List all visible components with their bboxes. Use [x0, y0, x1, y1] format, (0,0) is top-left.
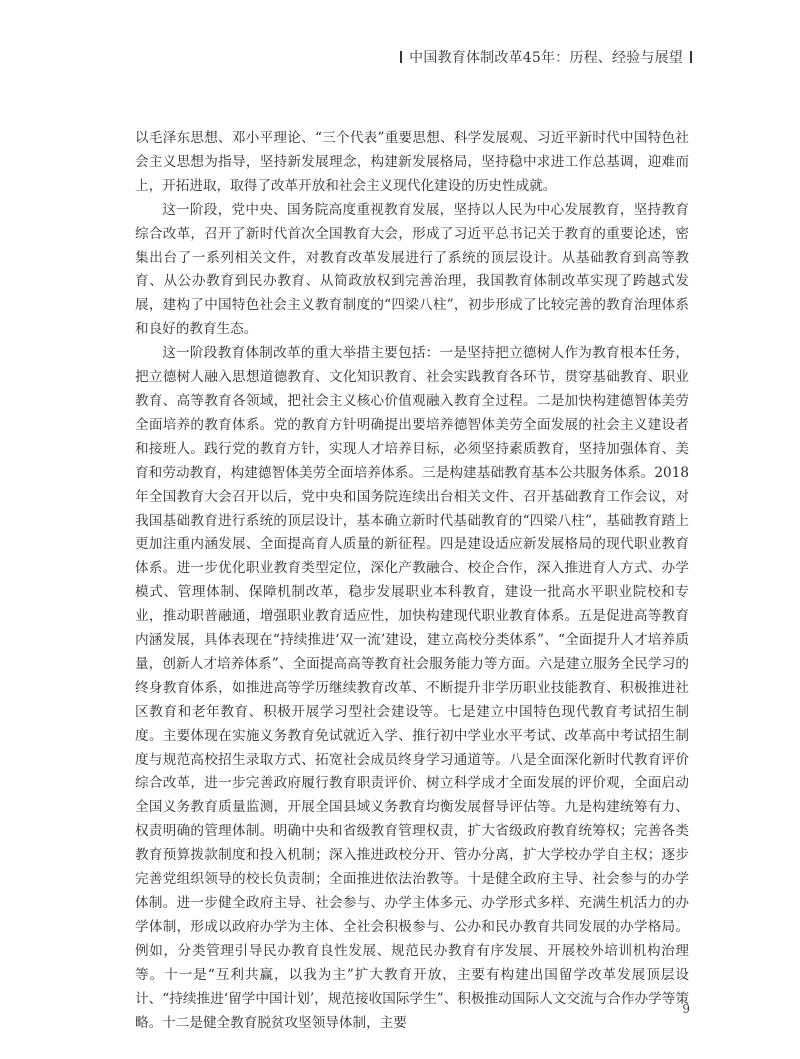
header-left-bar [400, 51, 402, 63]
page-number: 9 [682, 1002, 690, 1016]
paragraph: 这一阶段教育体制改革的重大举措主要包括：一是坚持把立德树人作为教育根本任务，把立德树人融入思想道德教育、文化知识教育、社会实践教育各环节，贯穿基础教育、职业教育、高等教育各领域，把社会主义核心价值观融入教育全过程。二是加快构建德智体美劳全面培养的教育体系。党的教育方针明确提出要培养德智体美劳全面发展的社会主义建设者和接班人。践行党的教育方针，实现人才培养目标，必须坚持素质教育，坚持加强体育、美育和劳动教育，构建德智体美劳全面培养体系。三是构建基础教育基本公共服务体系。2018年全国教育大会召开以后，党中央和国务院连续出台相关文件、召开基础教育工作会议，对我国基础教育进行系统的顶层设计，基本确立新时代基础教育的“四梁八柱”，基础教育踏上更加注重内涵发展、全面提高育人质量的新征程。四是建设适应新发展格局的现代职业教育体系。进一步优化职业教育类型定位，深化产教融合、校企合作，深入推进育人方式、办学模式、管理体制、保障机制改革，稳步发展职业本科教育，建设一批高水平职业院校和专业，推动职普融通，增强职业教育适应性，加快构建现代职业教育体系。五是促进高等教育内涵发展，具体表现在“持续推进‘双一流’建设，建立高校分类体系”、“全面提升人才培养质量，创新人才培养体系”、全面提高高等教育社会服务能力等方面。六是建立服务全民学习的终身教育体系，如推进高等学历继续教育改革、不断提升非学历职业技能教育、积极推进社区教育和老年教育、积极开展学习型社会建设等。七是建立中国特色现代教育考试招生制度。主要体现在实施义务教育免试就近入学、推行初中学业水平考试、改革高中考试招生制度与规范高校招生录取方式、拓宽社会成员终身学习通道等。八是全面深化新时代教育评价综合改革，进一步完善政府履行教育职责评价、树立科学成才全面发展的评价观，全面启动全国义务教育质量监测，开展全国县域义务教育均衡发展督导评估等。九是构建统筹有力、权责明确的管理体制。明确中央和省级教育管理权责，扩大省级政府教育统筹权；完善各类教育预算拨款制度和投入机制；深入推进政校分开、管办分离，扩大学校办学自主权；逐步完善党组织领导的校长负责制；全面推进依法治教等。十是健全政府主导、社会参与的办学体制。进一步健全政府主导、社会参与、办学主体多元、办学形式多样、充满生机活力的办学体制，形成以政府办学为主体、全社会积极参与、公办和民办教育共同发展的办学格局。例如，分类管理引导民办教育良性发展、规范民办教育有序发展、开展校外培训机构治理等。十一是“互利共赢，以我为主”扩大教育开放，主要有构建出国留学改革发展顶层设计、“持续推进‘留学中国计划’，规范接收国际学生”、积极推动国际人文交流与合作办学等策略。十二是健全教育脱贫攻坚领导体制，主要 [135, 345, 689, 1031]
running-header [393, 47, 699, 67]
header-right-bar [690, 51, 692, 63]
header-title: 中国教育体制改革45年：历程、经验与展望 [409, 50, 683, 66]
body-text [135, 127, 689, 1035]
paragraph: 这一阶段，党中央、国务院高度重视教育发展，坚持以人民为中心发展教育，坚持教育综合改革，召开了新时代首次全国教育大会，形成了习近平总书记关于教育的重要论述，密集出台了一系列相关文件，对教育改革发展进行了系统的顶层设计。从基础教育到高等教育、从公办教育到民办教育、从简政放权到完善治理，我国教育体制改革实现了跨越式发展，建构了中国特色社会主义教育制度的“四梁八柱”，初步形成了比较完善的教育治理体系和良好的教育生态。 [135, 201, 689, 338]
paragraph-continued: 以毛泽东思想、邓小平理论、“三个代表”重要思想、科学发展观、习近平新时代中国特色社会主义思想为指导，坚持新发展理念，构建新发展格局，坚持稳中求进工作总基调，迎难而上，开拓进取，取得了改革开放和社会主义现代化建设的历史性成就。 [135, 130, 689, 194]
